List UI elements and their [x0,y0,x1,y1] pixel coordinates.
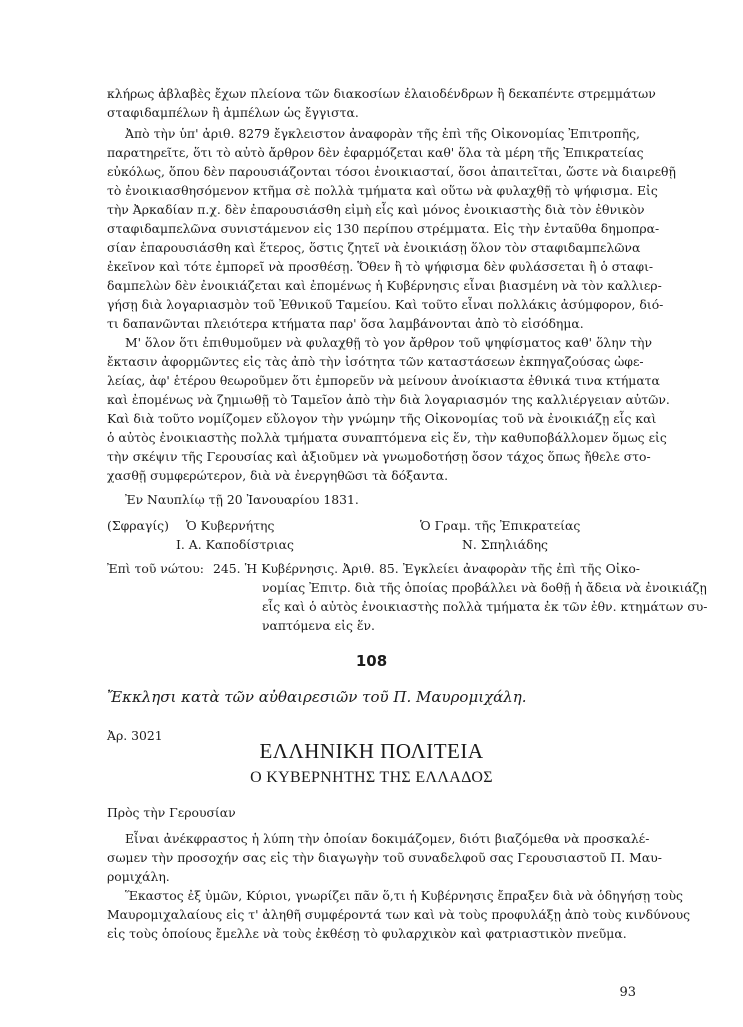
text-line: Εἶναι ἀνέκφραστος ἡ λύπη τὴν ὁποίαν δοκιμάζομεν, διότι βιαζόμεθα νὰ προσκαλέ- [125,831,650,846]
text-line: τι δαπανῶνται πλειότερα κτήματα παρ' ὅσα λαμβάνονται ἀπὸ τὸ εἰσόδημα. [107,316,584,331]
text-line: ναπτόμενα εἰς ἕν. [262,618,375,633]
text-line: λείας, ἀφ' ἑτέρου θεωροῦμεν ὅτι ἐμπορεῦν νὰ μείνουν ἀνοίκιαστα ἐθνικά τινα κτήματα [107,373,660,388]
letterhead-governor: Ο ΚΥΒΕΡΝΗΤΗΣ ΤΗΣ ΕΛΛΑΔΟΣ [250,769,493,786]
text-line: παρατηρεῖτε, ὅτι τὸ αὐτὸ ἄρθρον δὲν ἐφαρμόζεται καθ' ὅλα τὰ μέρη τῆς Ἐπικρατείας [107,145,644,160]
seal-label: (Σφραγίς) [107,518,169,533]
text-line: γήσῃ διὰ λογαριασμὸν τοῦ Ἐθνικοῦ Ταμείου. Καὶ τοῦτο εἶναι πολλάκις ἀσύμφορον, διό- [107,297,664,312]
reference-number: Ἀρ. 3021 [107,728,163,743]
paragraph-grief [107,829,662,886]
governor-name: Ι. Α. Καποδίστριας [176,537,294,552]
page-number: 93 [619,985,636,1000]
paragraph-committee-report [107,124,676,333]
text-line: νομίας Ἐπιτρ. διὰ τῆς ὁποίας προβάλλει νὰ δοθῇ ἡ ἄδεια νὰ ἐνοικιάζῃ [262,580,707,595]
text-line: εἰς τοὺς ὁποίους ἔμελλε νὰ τοὺς ἐκθέσῃ τὸ φυλαρχικὸν καὶ φατριαστικὸν πνεῦμα. [107,926,627,941]
verso-label: Ἐπὶ τοῦ νώτου: [107,561,204,576]
text-line: σίαν ἐπαρουσιάσθη καὶ ἕτερος, ὅστις ζητεῖ νὰ ἐνοικιάσῃ ὅλον τὸν σταφιδαμπελῶνα [107,240,641,255]
text-line: Μαυρομιχαλαίους εἰς τ' ἀληθῆ συμφέροντά των καὶ νὰ τοὺς προφυλάξῃ ἀπὸ τοὺς κινδύνους [107,907,691,922]
text-line: ρομιχάλη. [107,869,170,884]
secretary-name: Ν. Σπηλιάδης [462,537,548,552]
letterhead-state: ΕΛΛΗΝΙΚΗ ΠΟΛΙΤΕΙΑ [259,739,484,763]
text-line: ὁ αὐτὸς ἐνοικιαστὴς πολλὰ τμήματα συναπτόμενα εἰς ἕν, τὴν καθυποβάλλομεν ὅμως εἰς [107,430,667,445]
document-title: Ἔκκλησι κατὰ τῶν αὐθαιρεσιῶν τοῦ Π. Μαυρομιχάλη. [107,688,527,706]
paragraph-mavromichalis [107,886,691,943]
text-line: κλήρως ἀβλαβὲς ἔχων πλείονα τῶν διακοσίων ἐλαιοδένδρων ἢ δεκαπέντε στρεμμάτων [107,86,656,101]
text-line: σωμεν τὴν προσοχήν σας εἰς τὴν διαγωγὴν τοῦ συναδελφοῦ σας Γερουσιαστοῦ Π. Μαυ- [107,850,662,865]
text-line: εἷς καὶ ὁ αὐτὸς ἐνοικιαστὴς πολλὰ τμήματα ἐκ τῶν ἐθν. κτημάτων συ- [262,599,708,614]
text-line: εὐκόλως, ὅπου δὲν παρουσιάζονται τόσοι ἐνοικιασταί, ὅσοι ἀπαιτεῖται, ὥστε νὰ διαιρεθῇ [107,164,676,179]
text-line: Καὶ διὰ τοῦτο νομίζομεν εὔλογον τὴν γνώμην τῆς Οἰκονομίας τοῦ νὰ ἐνοικιάζῃ εἷς καὶ [107,411,657,426]
addressee: Πρὸς τὴν Γερουσίαν [107,805,236,820]
text-line: σταφιδαμπέλων ἢ ἀμπέλων ὡς ἔγγιστα. [107,105,359,120]
governor-title: Ὁ Κυβερνήτης [186,518,275,533]
paragraph-recommendation [107,333,670,485]
text-line: καὶ ἐπομένως νὰ ζημιωθῇ τὸ Ταμεῖον ἀπὸ τὴν διὰ λογαριασμόν της καλλιέργειαν αὐτῶν. [107,392,670,407]
text-line: σταφιδαμπελῶνα συνιστάμενον εἰς 130 περίπου στρέμματα. Εἰς τὴν ἐνταῦθα δημοπρα- [107,221,660,236]
secretary-title: Ὁ Γραμ. τῆς Ἐπικρατείας [420,518,581,533]
text-line: Ἀπὸ τὴν ὑπ' ἀριθ. 8279 ἔγκλειστον ἀναφορὰν τῆς ἐπὶ τῆς Οἰκονομίας Ἐπιτροπῆς, [125,126,640,141]
verso-note [107,559,708,635]
text-line: τὴν Ἀρκαδίαν π.χ. δὲν ἐπαρουσιάσθη εἰμὴ εἷς καὶ μόνος ἐνοικιαστὴς διὰ τὸν ἐθνικὸν [107,202,645,217]
text-line: χασθῇ συμφερώτερον, διὰ νὰ ἐνεργηθῶσι τὰ δόξαντα. [107,468,449,483]
text-line: 245. Ἡ Κυβέρνησις. Ἀριθ. 85. Ἐγκλείει ἀναφορὰν τῆς ἐπὶ τῆς Οἰκο- [213,561,640,576]
text-line: ἔκτασιν ἀφορμῶντες εἰς τὰς ἀπὸ τὴν ἰσότητα τῶν καταστάσεων ἐκπηγαζούσας ὠφε- [107,354,644,369]
text-line: Μ' ὅλον ὅτι ἐπιθυμοῦμεν νὰ φυλαχθῇ τὸ γον ἄρθρον τοῦ ψηφίσματος καθ' ὅλην τὴν [125,335,652,350]
text-line: δαμπελὼν δὲν ἐνοικιάζεται καὶ ἐπομένως ἡ Κυβέρνησις εἶναι βιασμένη νὰ τὸν καλλιερ- [107,278,662,293]
place-date [107,490,640,509]
document-number: 108 [355,652,388,670]
place-date-text: Ἐν Ναυπλίῳ τῇ 20 Ἰανουαρίου 1831. [125,492,359,507]
text-line: τὸ ἐνοικιασθησόμενον κτῆμα σὲ πολλὰ τμήματα καὶ οὕτω νὰ φυλαχθῇ τὸ ψήφισμα. Εἰς [107,183,658,198]
text-line: ἐκεῖνον καὶ τότε ἐμπορεῖ νὰ προσθέσῃ. Ὅθεν ἢ τὸ ψήφισμα δὲν φυλάσσεται ἢ ὁ σταφι- [107,259,654,274]
intro-paragraph [107,84,656,122]
text-line: Ἕκαστος ἐξ ὑμῶν, Κύριοι, γνωρίζει πᾶν ὅ,τι ἡ Κυβέρνησις ἔπραξεν διὰ νὰ ὁδηγήσῃ τοὺς [125,888,683,903]
text-line: τὴν σκέψιν τῆς Γερουσίας καὶ ἀξιοῦμεν νὰ γνωμοδοτήσῃ ὅσον τάχος ὅπως ἤθελε στο- [107,449,651,464]
